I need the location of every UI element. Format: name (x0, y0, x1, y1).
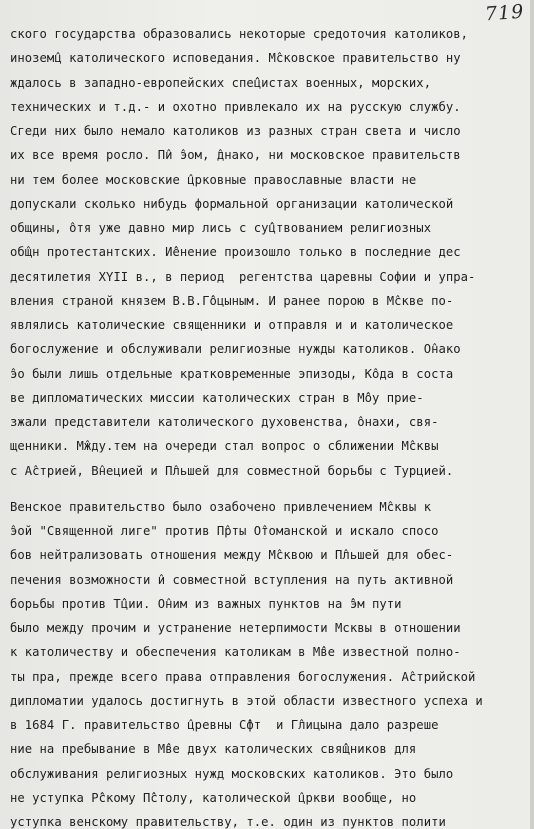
text-line: ты пра, прежде всего права отправления богослужения. А̂стрийской (10, 669, 476, 684)
text-line: э̂о были лишь отдельные кратковременные эпизоды, Ко̂да в соста (10, 366, 454, 381)
text-line: с А̂стрией, В̂нецией и П̂льшей для совместной борьбы с Турцией. (10, 463, 454, 478)
page-edge (530, 0, 534, 829)
paragraph-1 (10, 22, 528, 483)
paragraph-2 (10, 495, 528, 829)
text-line: Венское правительство было озабочено привлечением М̂сквы к (10, 499, 432, 514)
paragraph-gap (10, 483, 528, 495)
text-line: иноземц̂ католического исповедания. М̂сковское правительство ну (10, 51, 461, 66)
text-line: Сгеди них было немало католиков из разных стран света и число (10, 124, 461, 138)
text-line: дипломатии удалось достигнуть в этой области известного успеха и (10, 693, 483, 708)
text-line: общ̂н протестантских. И̂̂енение произошло только в последние дес (10, 245, 461, 260)
text-line: э̂ой "Священной лиге" против П̂рты О̂томанской и искало спосо (10, 524, 439, 538)
text-line: борьбы против Т̂̂ции. О̂ним из важных пунктов на э̂̂м пути (10, 596, 402, 611)
text-line: зжали представители католического духовенства, ̂онахи, свя- (10, 415, 439, 429)
text-line: их все время росло. П̂и э̂ом, ̂днако, ни московское правительств (10, 148, 461, 163)
text-line: к католичеству и обеспечения католикам в М̂̂ве известной полно- (10, 645, 461, 660)
text-line: печения возможности и̂ совместной вступления на путь активной (10, 572, 454, 587)
text-line: десятилетия XYII в., в период регентства царевны Софии и упра- (10, 269, 476, 284)
text-line: допускали сколько нибудь формальной организации католической (10, 196, 454, 211)
text-line: бов нейтрализовать отношения между М̂сквою и П̂льшей для обес- (10, 548, 454, 563)
page-number: 719 (484, 0, 525, 26)
text-line: в 1684 Г. правительство ц̂ревны С̂фт и Г̂лицына дало разреше (10, 718, 439, 732)
text-line: технических и т.д.- и охотно привлекало их на русскую службу. (10, 99, 461, 114)
text-line: ждалось в западно-европейских спец̂̂истах военных, морских, (10, 75, 432, 90)
text-line: являлись католические священники и отправля и и католическое (10, 318, 454, 332)
text-line: ни тем более московские ц̂рковные православные власти не (10, 172, 417, 187)
typewritten-text (10, 22, 528, 829)
text-line: не уступка Р̂̂скому П̂̂столу, католической ц̂ркви вообще, но (10, 790, 417, 805)
text-line: уступка венскому правительству, т.е. один из пунктов полити (10, 815, 446, 829)
text-line: ние на пребывание в М̂̂ве двух католических свящ̂̂ников для (10, 742, 417, 757)
text-line: обслуживания религиозных нужд московских католиков. Это было (10, 766, 454, 781)
text-line: вления страной князем В.В.Го̂̂цыным. И ранее порою в М̂скве по- (10, 293, 454, 308)
text-line: общины, ̂отя уже давно мир лись с суц̂̂твованием религиозных (10, 221, 432, 235)
text-line: щенники. М̂жду.тем на очереди стал вопрос о сближении М̂сквы (10, 439, 439, 454)
text-line: ве дипломатических миссии католических стран в Мо̂̂у прие- (10, 390, 424, 405)
text-line: богослужение и обслуживали религиозные нужды католиков. О̂нако (10, 342, 461, 357)
text-line: ского государства образовались некоторые средоточия католиков, (10, 27, 469, 41)
text-line: было между прочим и устранение нетерпимости Мсквы в отношении (10, 621, 461, 635)
